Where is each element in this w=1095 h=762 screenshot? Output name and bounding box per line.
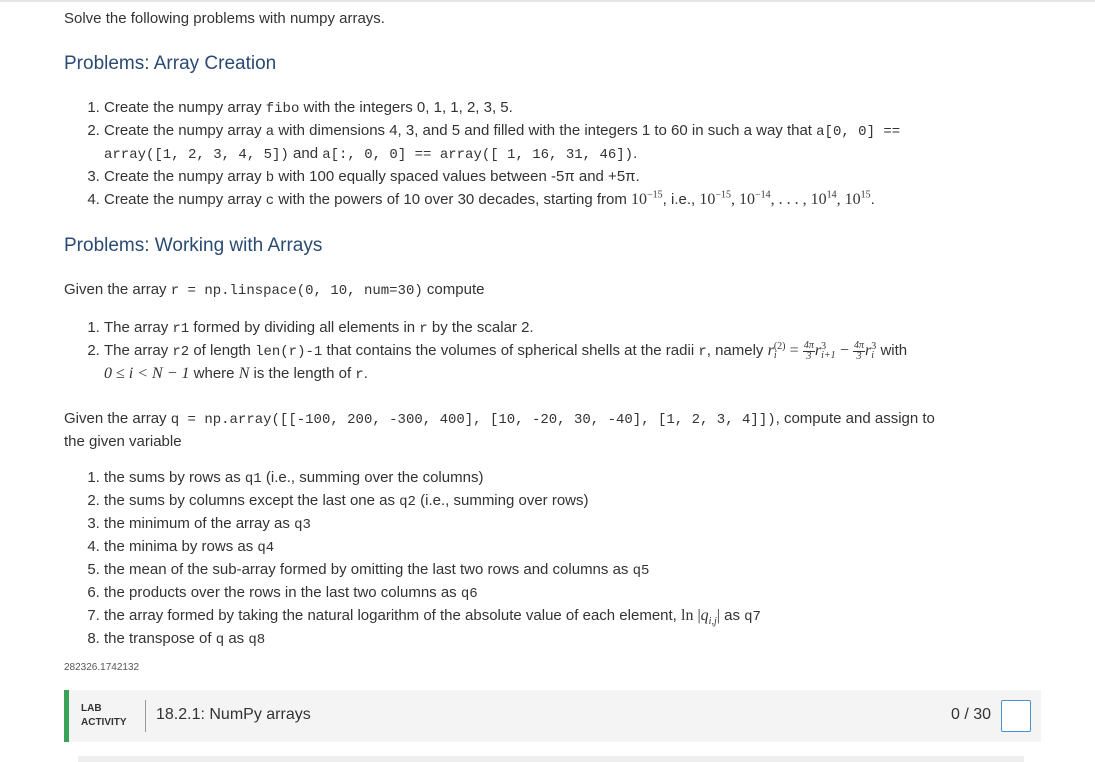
lab-activity-bar[interactable] <box>64 690 1041 742</box>
math-expression: $10^{-15}$, $10^{-14}$, . . . , $10^{14}$, $10^{15}$ <box>699 189 871 208</box>
r-task-list <box>64 317 1044 386</box>
shell-volume-formula: r (2) i = $\frac{4\pi}{3}$ r 3 i+1 − $\frac{4\pi}{3}$ r 3 i <box>767 339 877 362</box>
lab-content-strip <box>78 756 1024 762</box>
list-item: 1. Create the numpy array fibo with the integers 0, 1, 1, 2, 3, 5. <box>104 97 1044 120</box>
lab-divider <box>145 700 146 732</box>
list-item: 3. the minimum of the array as q3 <box>104 513 1044 536</box>
given-q-text: Given the array q = np.array([[-100, 200, -300, 400], [10, -20, 30, -40], [1, 2, 3, 4]]), compute and assign to the given variable <box>64 410 935 450</box>
list-item: 4. the minima by rows as q4 <box>104 536 1044 559</box>
section-title-array-creation: Problems: Array Creation <box>64 53 277 74</box>
index-range-formula: 0 ≤ i < N − 1 <box>104 365 190 382</box>
list-item: 5. the mean of the sub-array formed by omitting the last two rows and columns as q5 <box>104 559 1044 582</box>
list-item: 7. the array formed by taking the natural logarithm of the absolute value of each element, $\ln |q_{i,j}|$ as q7 <box>104 605 1044 628</box>
top-divider <box>0 0 1095 2</box>
math-expression: $10^{-15}$ <box>631 189 663 208</box>
list-item: 3. Create the numpy array b with 100 equally spaced values between -5π and +5π. <box>104 166 1044 189</box>
list-item: 8. the transpose of q as q8 <box>104 628 1044 651</box>
lab-score: 0 / 30 <box>950 706 991 723</box>
list-item: 2. the sums by columns except the last one as q2 (i.e., summing over rows) <box>104 490 1044 513</box>
content-identifier: 282326.1742132 <box>64 662 140 673</box>
list-item: 4. Create the numpy array c with the powers of 10 over 30 decades, starting from $10^{-15}$, i.e., $10^{-15}$, $10^{-14}$, . . . , $10^{14}$, $10^{15}$. <box>104 189 1044 212</box>
list-item: 2. Create the numpy array a with dimensions 4, 3, and 5 and filled with the integers 1 to 60 in such a way that a[0, 0] == array([1, 2, 3, 4, 5]) and a[:, 0, 0] == array([ 1, 16, 31, 46]). <box>104 120 1044 166</box>
intro-text: Solve the following problems with numpy arrays. <box>64 10 385 27</box>
lab-activity-tag: LAB ACTIVITY <box>81 703 127 728</box>
list-item: 1. the sums by rows as q1 (i.e., summing over the columns) <box>104 467 1044 490</box>
list-item: 2. The array r2 of length len(r)-1 that contains the volumes of spherical shells at the radii r, namely r (2) i = $\frac{4\pi}{3}$ r 3 i+1 − $\frac{4\pi}{3}$ r 3 i with 0 ≤ i < N − 1 where N is the length of r. <box>104 340 1044 386</box>
q-task-list <box>64 467 1044 651</box>
list-item: 6. the products over the rows in the last two columns as q6 <box>104 582 1044 605</box>
completion-checkbox-icon <box>1001 700 1031 732</box>
section-title-working-with-arrays: Problems: Working with Arrays <box>64 235 323 256</box>
lab-title[interactable]: 18.2.1: NumPy arrays <box>156 706 311 723</box>
array-creation-list <box>64 97 1044 212</box>
log-abs-formula: $\ln |q_{i,j}|$ <box>681 607 720 628</box>
given-r-text: Given the array r = np.linspace(0, 10, num=30) compute <box>64 281 485 299</box>
list-item: 1. The array r1 formed by dividing all elements in r by the scalar 2. <box>104 317 1044 340</box>
